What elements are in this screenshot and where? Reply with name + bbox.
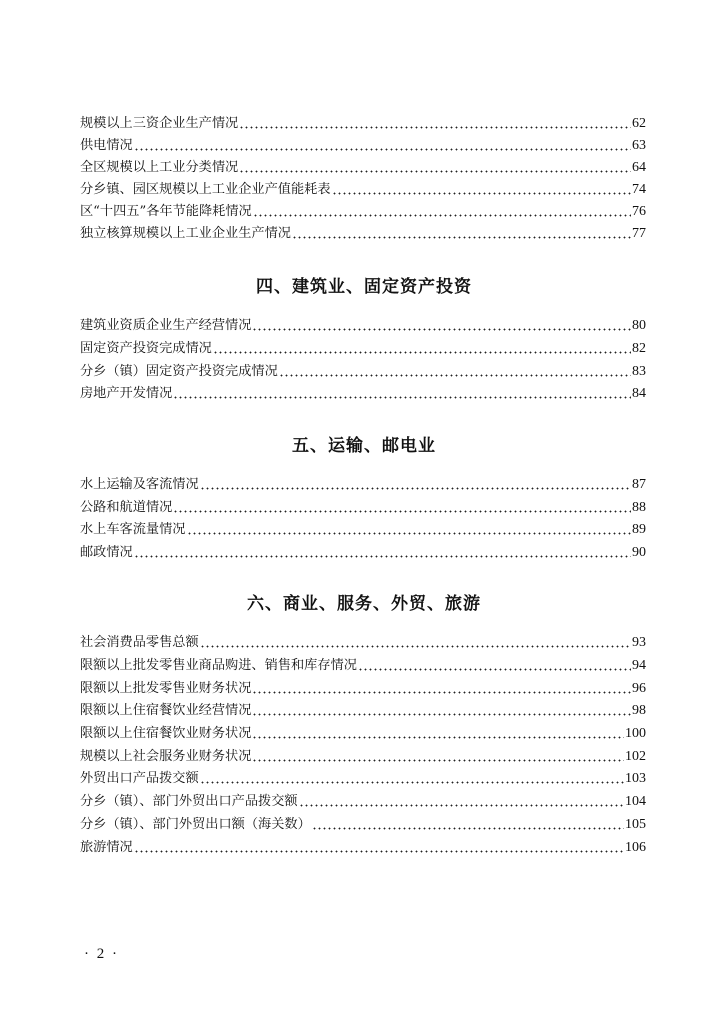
toc-entry-title: 水上运输及客流情况 [80, 477, 199, 492]
toc-entry-page: 102 [625, 749, 646, 764]
toc-entry-page: 96 [632, 681, 646, 696]
dot-leader [239, 126, 631, 129]
dot-leader [134, 850, 624, 853]
toc-entry[interactable] [80, 382, 646, 404]
section-heading: 六、商业、服务、外贸、旅游 [247, 594, 481, 614]
toc-entry[interactable] [80, 314, 646, 336]
toc-entry-page: 83 [632, 364, 646, 379]
toc-entry-page: 88 [632, 500, 646, 515]
toc-entry-title: 限额以上住宿餐饮业财务状况 [80, 726, 252, 741]
toc-entry-title: 建筑业资质企业生产经营情况 [80, 318, 252, 333]
dot-leader [252, 713, 631, 716]
dot-leader [187, 532, 632, 535]
toc-entry-title: 水上车客流量情况 [80, 522, 186, 537]
toc-entry-page: 105 [625, 817, 646, 832]
toc-entry-title: 分乡（镇）、部门外贸出口额（海关数） [80, 817, 311, 832]
toc-entry-page: 82 [632, 341, 646, 356]
toc-entry-page: 93 [632, 635, 646, 650]
toc-entry-title: 限额以上批发零售业商品购进、销售和库存情况 [80, 658, 357, 673]
toc-entry-title: 旅游情况 [80, 840, 133, 855]
section-heading: 四、建筑业、固定资产投资 [256, 277, 472, 297]
toc-entry[interactable] [80, 222, 646, 244]
toc-entry[interactable] [80, 836, 646, 858]
toc-entry-page: 104 [625, 794, 646, 809]
toc-entry[interactable] [80, 178, 646, 200]
dot-leader [200, 487, 631, 490]
dot-leader [200, 645, 631, 648]
toc-entry-title: 房地产开发情况 [80, 386, 173, 401]
dot-leader [173, 396, 631, 399]
toc-entry-title: 规模以上社会服务业财务状况 [80, 749, 252, 764]
dot-leader [252, 736, 624, 739]
dot-leader [252, 328, 631, 331]
toc-entry-title: 固定资产投资完成情况 [80, 341, 212, 356]
dot-leader [173, 510, 631, 513]
toc-entry-title: 公路和航道情况 [80, 500, 173, 515]
toc-entry-page: 63 [632, 138, 646, 153]
page-number: · 2 · [84, 946, 119, 962]
toc-entry-page: 87 [632, 477, 646, 492]
toc-entry-page: 106 [625, 840, 646, 855]
dot-leader [312, 827, 624, 830]
toc-entry-page: 76 [632, 204, 646, 219]
toc-entry-title: 限额以上住宿餐饮业经营情况 [80, 703, 252, 718]
dot-leader [332, 192, 631, 195]
toc-entry-page: 62 [632, 116, 646, 131]
toc-entry[interactable] [80, 745, 646, 767]
dot-leader [239, 170, 631, 173]
dot-leader [134, 555, 631, 558]
section-heading: 五、运输、邮电业 [292, 436, 436, 456]
toc-entry-page: 77 [632, 226, 646, 241]
dot-leader [200, 781, 624, 784]
toc-entry-title: 分乡（镇）固定资产投资完成情况 [80, 364, 278, 379]
toc-entry[interactable] [80, 767, 646, 789]
toc-entry-page: 90 [632, 545, 646, 560]
toc-entry[interactable] [80, 200, 646, 222]
toc-entry-title: 社会消费品零售总额 [80, 635, 199, 650]
dot-leader [292, 236, 631, 239]
toc-entry-page: 64 [632, 160, 646, 175]
dot-leader [358, 668, 631, 671]
toc-entry[interactable] [80, 496, 646, 518]
dot-leader [134, 148, 631, 151]
toc-entry-page: 89 [632, 522, 646, 537]
toc-entry-page: 74 [632, 182, 646, 197]
toc-entry-title: 规模以上三资企业生产情况 [80, 116, 239, 131]
toc-entry[interactable] [80, 156, 646, 178]
dot-leader [299, 804, 624, 807]
toc-entry[interactable] [80, 654, 646, 676]
toc-entry[interactable] [80, 473, 646, 495]
toc-entry-page: 94 [632, 658, 646, 673]
toc-entry[interactable] [80, 631, 646, 653]
toc-entry[interactable] [80, 699, 646, 721]
toc-entry-title: 外贸出口产品拨交额 [80, 771, 199, 786]
toc-entry-title: 供电情况 [80, 138, 133, 153]
dot-leader [252, 691, 631, 694]
toc-entry[interactable] [80, 722, 646, 744]
dot-leader [279, 374, 631, 377]
toc-entry-title: 邮政情况 [80, 545, 133, 560]
toc-entry[interactable] [80, 337, 646, 359]
toc-entry-page: 98 [632, 703, 646, 718]
toc-entry[interactable] [80, 112, 646, 134]
toc-entry[interactable] [80, 134, 646, 156]
dot-leader [213, 351, 631, 354]
toc-entry-title: 分乡镇、园区规模以上工业企业产值能耗表 [80, 182, 331, 197]
toc-entry-page: 80 [632, 318, 646, 333]
toc-entry-title: 区“十四五”各年节能降耗情况 [80, 204, 252, 219]
toc-entry-title: 分乡（镇）、部门外贸出口产品拨交额 [80, 794, 298, 809]
toc-entry-title: 限额以上批发零售业财务状况 [80, 681, 252, 696]
toc-entry[interactable] [80, 518, 646, 540]
toc-entry[interactable] [80, 813, 646, 835]
toc-entry[interactable] [80, 541, 646, 563]
dot-leader [252, 759, 624, 762]
toc-entry-title: 全区规模以上工业分类情况 [80, 160, 239, 175]
toc-entry[interactable] [80, 677, 646, 699]
toc-entry-page: 84 [632, 386, 646, 401]
toc-entry-page: 103 [625, 771, 646, 786]
toc-entry[interactable] [80, 360, 646, 382]
toc-entry[interactable] [80, 790, 646, 812]
dot-leader [253, 214, 631, 217]
toc-entry-title: 独立核算规模以上工业企业生产情况 [80, 226, 291, 241]
toc-entry-page: 100 [625, 726, 646, 741]
